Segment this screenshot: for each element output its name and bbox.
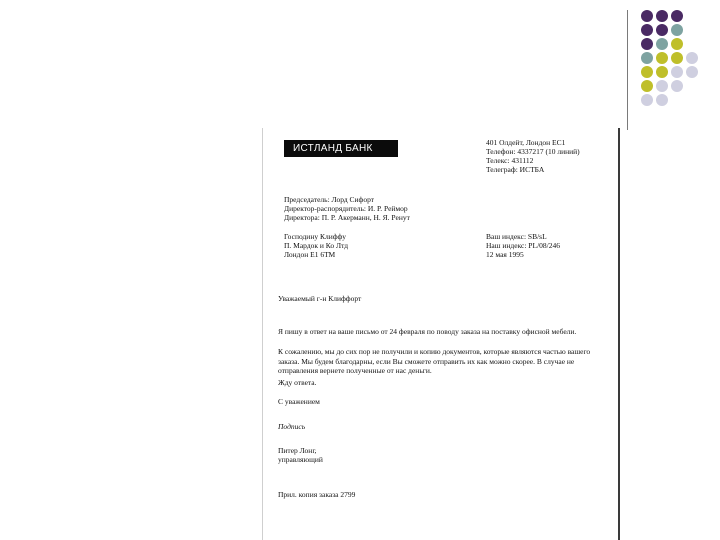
officer-directors: Директора: П. Р. Акерманн, Н. Я. Ренут	[284, 213, 410, 222]
decorative-dot	[656, 66, 668, 78]
closing: С уважением	[278, 397, 320, 406]
letter-date: 12 мая 1995	[486, 250, 524, 259]
signer-title: управляющий	[278, 455, 323, 464]
recipient-name: Господину Клиффу	[284, 232, 346, 241]
signature: Подпись	[278, 422, 306, 431]
officer-managing-director: Директор-распорядитель: И. Р. Реймор	[284, 204, 408, 213]
officer-chairman: Председатель: Лорд Сифорт	[284, 195, 375, 204]
bank-phone: Телефон: 4337217 (10 линий)	[486, 147, 580, 156]
decorative-dot	[671, 52, 683, 64]
decorative-dot	[656, 80, 668, 92]
decorative-dot	[656, 24, 668, 36]
decorative-dot	[656, 10, 668, 22]
letter-left-edge	[262, 128, 263, 540]
decorative-dot	[656, 94, 668, 106]
body-paragraph: К сожалению, мы до сих пор не получили и копию документов, которые являются частью вашего заказа. Мы будем благодарны, если Вы сможете отправить их как можно скорее. В случае не отправления вернете полученные от нас деньги.	[278, 347, 591, 375]
signer-name: Питер Лонг,	[278, 446, 317, 455]
decorative-dot	[671, 38, 683, 50]
decorative-dot	[671, 10, 683, 22]
decorative-dot	[671, 80, 683, 92]
decorative-dot	[641, 94, 653, 106]
decorative-dot	[641, 10, 653, 22]
bank-telex: Телекс: 431112	[486, 156, 534, 165]
decorative-dot	[641, 24, 653, 36]
decorative-dot	[656, 52, 668, 64]
recipient-city: Лондон Е1 6ТМ	[284, 250, 336, 259]
bank-logo: ИСТЛАНД БАНК	[284, 140, 398, 157]
decorative-dot	[641, 66, 653, 78]
decorative-dot	[641, 52, 653, 64]
body-paragraph: Жду ответа.	[278, 378, 317, 387]
decorative-dot	[671, 24, 683, 36]
decorative-dot	[686, 52, 698, 64]
salutation: Уважаемый г-н Клиффорт	[278, 294, 362, 303]
scanned-letter	[262, 128, 620, 540]
decorative-dot	[656, 38, 668, 50]
decorative-dot	[686, 66, 698, 78]
your-reference: Ваш индекс: SB/sL	[486, 232, 547, 241]
enclosure-note: Прил. копия заказа 2799	[278, 490, 356, 499]
recipient-company: П. Мардок и Ко Лтд	[284, 241, 349, 250]
decorative-dot	[641, 38, 653, 50]
bank-telegraph: Телеграф: ИСТБА	[486, 165, 545, 174]
decorative-dot-grid	[641, 10, 720, 120]
decorative-dot	[641, 80, 653, 92]
our-reference: Наш индекс: PL/08/246	[486, 241, 560, 250]
decorative-dot	[671, 66, 683, 78]
body-paragraph: Я пишу в ответ на ваше письмо от 24 февраля по поводу заказа на поставку офисной мебели.	[278, 327, 577, 336]
decorative-vertical-line	[627, 10, 628, 130]
bank-address-line: 401 Олдейт, Лондон ЕС1	[486, 138, 566, 147]
letter-right-edge	[618, 128, 620, 540]
